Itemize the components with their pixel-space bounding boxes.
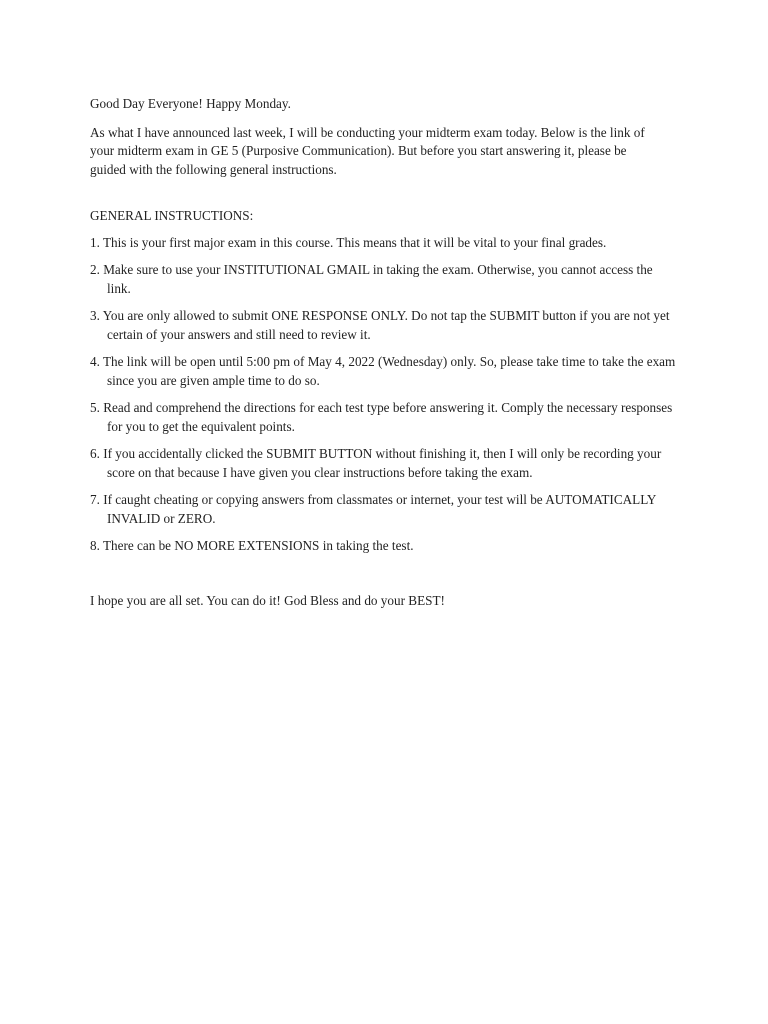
instruction-item: 6. If you accidentally clicked the SUBMIT BUTTON without finishing it, then I will only be recording your score on that because I have given you clear instructions before taking the exam. [90,446,662,480]
instruction-item: 5. Read and comprehend the directions for each test type before answering it. Comply the necessary responses for you to get the equivalent points. [90,400,673,434]
instructions-heading: GENERAL INSTRUCTIONS: [90,208,254,223]
intro-paragraph: As what I have announced last week, I will be conducting your midterm exam today. Below is the link of your midterm exam in GE 5 (Purposive Communication). But before you start answering it, please be guided with the following general instructions. [90,124,645,177]
instruction-item: 1. This is your first major exam in this course. This means that it will be vital to your final grades. [90,234,607,250]
instruction-item: 4. The link will be open until 5:00 pm of May 4, 2022 (Wednesday) only. So, please take time to take the exam since you are given ample time to do so. [90,354,676,388]
closing-text: I hope you are all set. You can do it! God Bless and do your BEST! [90,592,445,608]
instruction-item: 7. If caught cheating or copying answers from classmates or internet, your test will be AUTOMATICALLY INVALID or ZERO. [90,492,656,526]
instructions-list [90,234,678,556]
instruction-item: 8. There can be NO MORE EXTENSIONS in taking the test. [90,538,414,553]
instruction-item: 3. You are only allowed to submit ONE RESPONSE ONLY. Do not tap the SUBMIT button if you are not yet certain of your answers and still need to review it. [90,308,670,342]
greeting-text: Good Day Everyone! Happy Monday. [90,96,291,111]
instruction-item: 2. Make sure to use your INSTITUTIONAL GMAIL in taking the exam. Otherwise, you cannot access the link. [90,262,653,296]
